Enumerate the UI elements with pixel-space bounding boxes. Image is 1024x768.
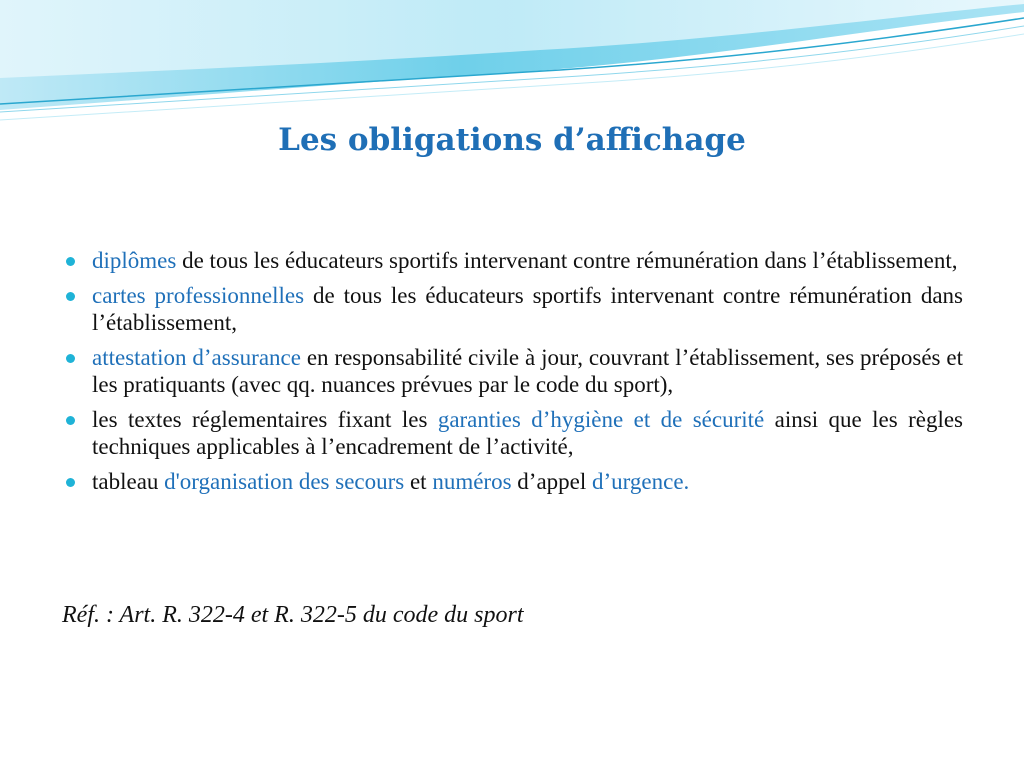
slide-title: Les obligations d’affichage <box>278 122 746 158</box>
bullet-list <box>64 247 963 502</box>
highlight-text: d’urgence. <box>592 468 690 494</box>
item-text: et <box>404 468 433 494</box>
bullet-icon <box>66 292 75 301</box>
list-item <box>64 406 963 461</box>
list-item <box>64 344 963 399</box>
item-text: de tous les éducateurs sportifs intervenant contre rémunération dans l’établissement, <box>92 282 963 335</box>
bullet-icon <box>66 416 75 425</box>
reference-note: Réf. : Art. R. 322-4 et R. 322-5 du code du sport <box>62 602 524 628</box>
highlight-text: attestation d’assurance <box>92 344 301 370</box>
item-text: en responsabilité civile à jour, couvrant l’établissement, ses préposés et les pratiquants (avec qq. nuances prévues par le code du sport), <box>92 344 963 397</box>
list-item <box>64 282 963 337</box>
list-item <box>64 247 963 275</box>
bullet-icon <box>66 257 75 266</box>
item-text: tableau <box>92 468 165 494</box>
item-text: ainsi que les règles techniques applicables à l’encadrement de l’activité, <box>92 406 963 459</box>
list-item <box>64 468 963 496</box>
item-text: les textes réglementaires fixant les <box>92 406 438 432</box>
highlight-text: cartes professionnelles <box>92 282 305 308</box>
decorative-wave-header <box>0 0 1024 130</box>
highlight-text: numéros <box>432 468 512 494</box>
highlight-text: d'organisation des secours <box>164 468 405 494</box>
item-text: d’appel <box>511 468 593 494</box>
bullet-icon <box>66 354 75 363</box>
item-text: de tous les éducateurs sportifs intervenant contre rémunération dans l’établissement, <box>176 248 958 273</box>
highlight-text: diplômes <box>92 248 177 273</box>
bullet-icon <box>66 478 75 487</box>
highlight-text: garanties d’hygiène et de sécurité <box>437 406 765 432</box>
